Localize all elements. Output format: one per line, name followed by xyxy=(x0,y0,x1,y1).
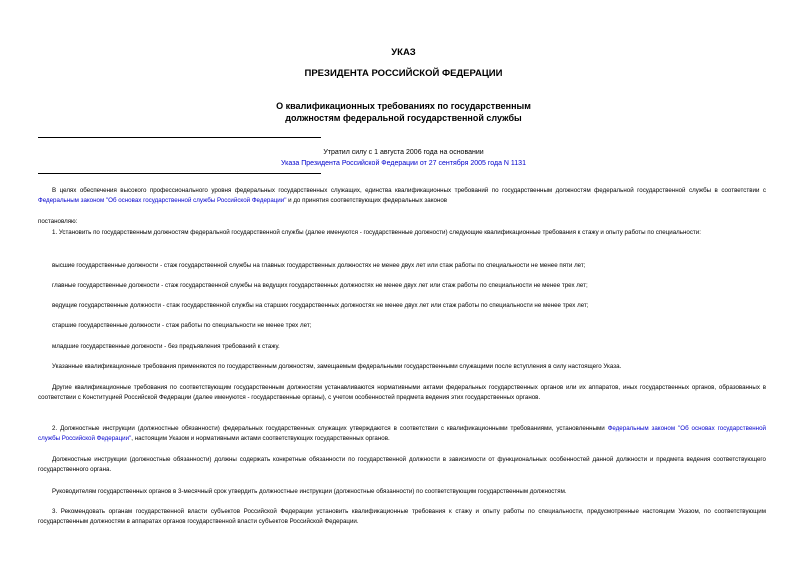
paragraph-2 xyxy=(38,424,766,444)
paragraph-heads: Руководителям государственных органов в 3-месячный срок утвердить должностные инструкции (должностные обязанности) по соответствующим государственным должностям. xyxy=(52,488,567,495)
doc-type-title: УКАЗ xyxy=(391,47,416,58)
intro-text-post: и до принятия соответствующих федеральных законов xyxy=(286,197,448,204)
paragraph-3: 3. Рекомендовать органам государственной власти субъектов Российской Федерации установить квалификационные требования к стажу и опыту работы по специальности, предусмотренные настоящим Указом, по соответствующим государственным должностям в аппаратах органов государственной власти субъектов Российской Федерации. xyxy=(38,508,766,525)
divider-bottom xyxy=(38,173,321,174)
federal-law-link-2[interactable]: Федеральным законом "Об основах государственной службы Российской Федерации" xyxy=(38,425,766,442)
lapse-note-link-line xyxy=(0,158,807,169)
decree-subject-title xyxy=(0,100,807,124)
list-item-highest: высшие государственные должности - стаж государственной службы на главных государственных должностях не менее двух лет или стаж работы по специальности не менее пяти лет; xyxy=(52,262,586,269)
paragraph-1: 1. Установить по государственным должностям федеральной государственной службы (далее именуются - государственные должности) следующие квалификационные требования к стажу и опыту работы по специальности: xyxy=(52,229,701,236)
list-item-main: главные государственные должности - стаж государственной службы на ведущих государственных должностях не менее двух лет или стаж работы по специальности не менее трех лет; xyxy=(52,282,588,289)
paragraph-duties: Должностные инструкции (должностные обязанности) должны содержать конкретные обязанности по государственной должности в зависимости от функциональных особенностей данной должности и предмета ведения соответствующего государственного органа. xyxy=(38,456,766,473)
federal-law-link[interactable]: Федеральным законом "Об основах государственной службы Российской Федерации" xyxy=(38,197,287,204)
p2-text-pre: 2. Должностные инструкции (должностные обязанности) федеральных государственных служащих утверждаются в соответствии с квалификационными требованиями, установленными xyxy=(52,425,608,432)
subject-line-1: О квалификационных требованиях по государственным xyxy=(276,101,531,111)
lapse-decree-link[interactable]: Указа Президента Российской Федерации от 27 сентября 2005 года N 1131 xyxy=(281,160,526,167)
paragraph-other-requirements: Другие квалификационные требования по соответствующим государственным должностям устанавливаются нормативными актами федеральных государственных органов или их аппаратов, иных государственных органов, образованных в соответствии с Конституцией Российской Федерации (далее именуются - государственные органы), с учетом особенностей предмета ведения этих государственных органов. xyxy=(38,384,766,401)
list-item-senior: старшие государственные должности - стаж работы по специальности не менее трех лет; xyxy=(52,322,312,329)
issuer-title: ПРЕЗИДЕНТА РОССИЙСКОЙ ФЕДЕРАЦИИ xyxy=(304,68,503,79)
intro-paragraph xyxy=(38,186,766,206)
paragraph-apply: Указанные квалификационные требования применяются по государственным должностям, замещаемым федеральными государственными служащими после вступления в силу настоящего Указа. xyxy=(52,363,622,370)
decree-word: постановляю: xyxy=(38,218,78,225)
lapse-note: Утратил силу с 1 августа 2006 года на основании xyxy=(323,149,484,156)
divider-top xyxy=(38,137,321,138)
list-item-leading: ведущие государственные должности - стаж государственной службы на старших государственных должностях не менее двух лет или стаж работы по специальности не менее трех лет; xyxy=(52,302,589,309)
list-item-junior: младшие государственные должности - без предъявления требований к стажу. xyxy=(52,343,280,350)
p2-text-post: , настоящим Указом и нормативными актами соответствующих государственных органов. xyxy=(131,435,390,442)
intro-text-pre: В целях обеспечения высокого профессионального уровня федеральных государственных служащих, единства квалификационных требований по государственным должностям федеральной государственной службы в соответствии с xyxy=(52,187,766,194)
subject-line-2: должностям федеральной государственной службы xyxy=(285,113,522,123)
